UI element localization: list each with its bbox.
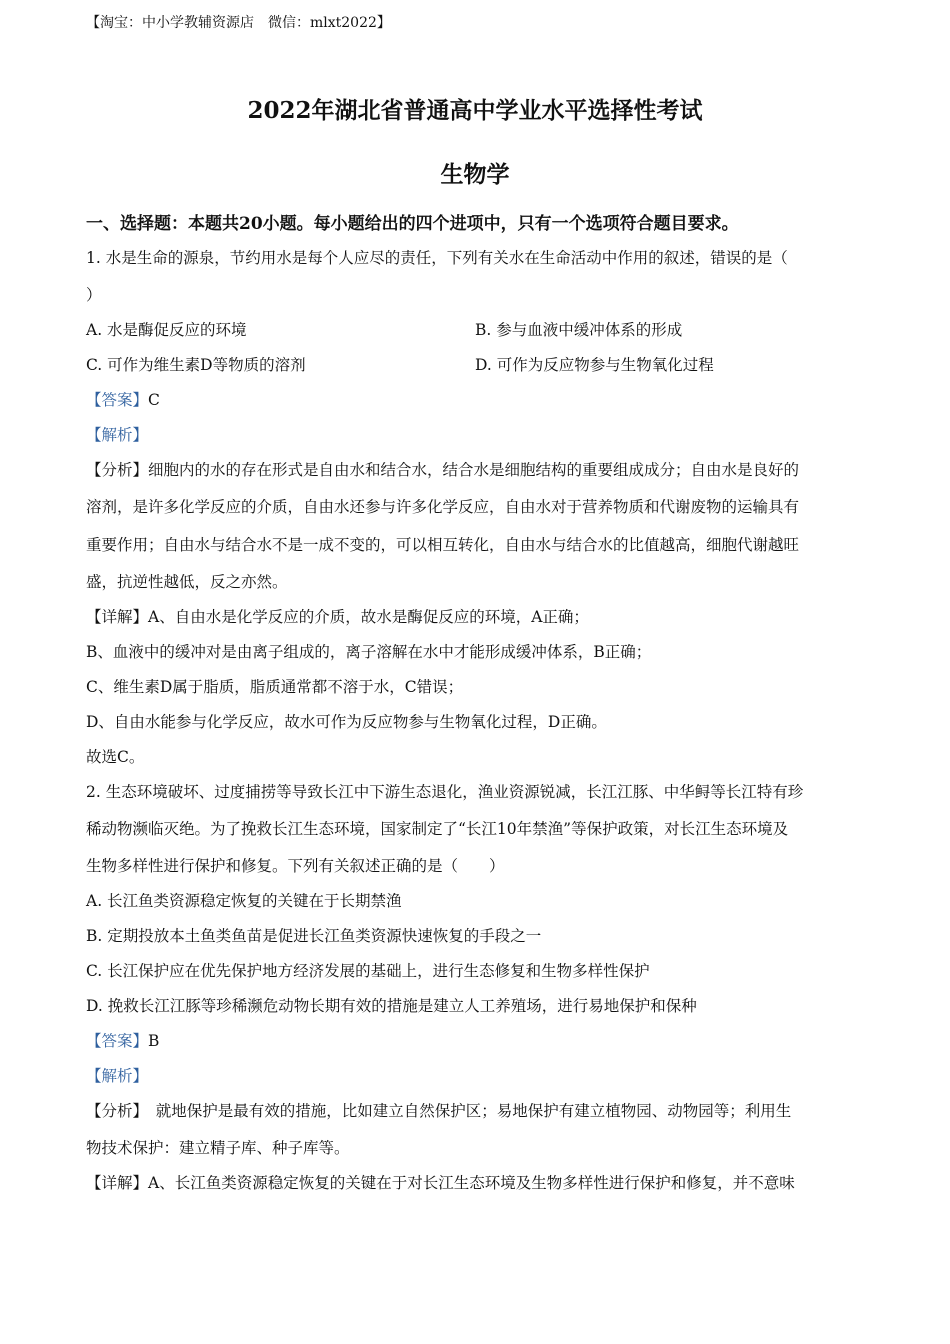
q2-stem-line2: 稀动物濒临灭绝。为了挽救长江生态环境，国家制定了“长江10年禁渔”等保护政策，对长江生态环境及 [86,820,789,838]
section-heading: 一、选择题：本题共20小题。每小题给出的四个进项中，只有一个选项符合题目要求。 [86,214,739,234]
q1-jiexi-tag: 【解析】 [86,426,149,444]
q1-option-b: B. 参与血液中缓冲体系的形成 [475,321,683,339]
q1-fenxi-line2: 溶剂，是许多化学反应的介质，自由水还参与许多化学反应，自由水对于营养物质和代谢废物的运输具有 [86,498,800,516]
q1-detail-line2: B、血液中的缓冲对是由离子组成的，离子溶解在水中才能形成缓冲体系，B正确； [86,643,652,661]
q1-fenxi-line3: 重要作用；自由水与结合水不是一成不变的，可以相互转化，自由水与结合水的比值越高，细胞代谢越旺 [86,536,800,554]
fenxi-tag: 【分析】 [86,461,149,479]
q2-option-a: A. 长江鱼类资源稳定恢复的关键在于长期禁渔 [86,892,402,910]
q2-stem-line1: 2. 生态环境破坏、过度捕捞等导致长江中下游生态退化，渔业资源锐减，长江江豚、中华鲟等长江特有珍 [86,783,804,801]
answer-value: B [148,1032,160,1050]
detail-text: A、长江鱼类资源稳定恢复的关键在于对长江生态环境及生物多样性进行保护和修复，并不意味 [148,1174,795,1192]
q1-stem-line1: 1. 水是生命的源泉，节约用水是每个人应尽的责任，下列有关水在生命活动中作用的叙述，错误的是（ [86,249,788,267]
fenxi-tag: 【分析】 [86,1102,141,1120]
q1-fenxi-line4: 盛，抗逆性越低，反之亦然。 [86,573,288,591]
q1-option-d: D. 可作为反应物参与生物氧化过程 [475,356,714,374]
q2-detail-line1 [86,1171,795,1193]
q2-answer [86,1029,159,1051]
detail-text: A、自由水是化学反应的介质，故水是酶促反应的环境，A正确； [148,608,589,626]
q1-answer [86,388,160,410]
q2-fenxi-line1 [86,1099,791,1121]
xiangjie-tag: 【详解】 [86,1174,149,1192]
fenxi-text: 细胞内的水的存在形式是自由水和结合水，结合水是细胞结构的重要组成成分；自由水是良好的 [148,461,800,479]
q1-option-a: A. 水是酶促反应的环境 [86,321,247,339]
q1-detail-line4: D、自由水能参与化学反应，故水可作为反应物参与生物氧化过程，D正确。 [86,713,607,731]
q2-fenxi-line2: 物技术保护：建立精子库、种子库等。 [86,1139,350,1157]
subject-title: 生物学 [440,161,510,188]
q1-stem-line2: ） [86,286,102,304]
q2-option-b: B. 定期投放本土鱼类鱼苗是促进长江鱼类资源快速恢复的手段之一 [86,927,542,945]
q2-jiexi-tag: 【解析】 [86,1067,149,1085]
q2-option-d: D. 挽救长江江豚等珍稀濒危动物长期有效的措施是建立人工养殖场，进行易地保护和保种 [86,997,697,1015]
exam-title: 2022年湖北省普通高中学业水平选择性考试 [247,97,703,124]
q1-option-c: C. 可作为维生素D等物质的溶剂 [86,356,306,374]
q2-option-c: C. 长江保护应在优先保护地方经济发展的基础上，进行生态修复和生物多样性保护 [86,962,650,980]
fenxi-text: 就地保护是最有效的措施，比如建立自然保护区；易地保护有建立植物园、动物园等；利用生 [140,1102,792,1120]
q1-fenxi-line1 [86,458,799,480]
xiangjie-tag: 【详解】 [86,608,149,626]
q1-detail-line1 [86,605,589,627]
answer-tag: 【答案】 [86,391,149,409]
q1-conclusion: 故选C。 [86,748,145,766]
q1-detail-line3: C、维生素D属于脂质，脂质通常都不溶于水，C错误； [86,678,464,696]
q2-stem-line3: 生物多样性进行保护和修复。下列有关叙述正确的是（ ） [86,857,505,875]
answer-value: C [148,391,160,409]
page-header: 【淘宝：中小学教辅资源店 微信：mlxt2022】 [86,15,391,31]
answer-tag: 【答案】 [86,1032,149,1050]
